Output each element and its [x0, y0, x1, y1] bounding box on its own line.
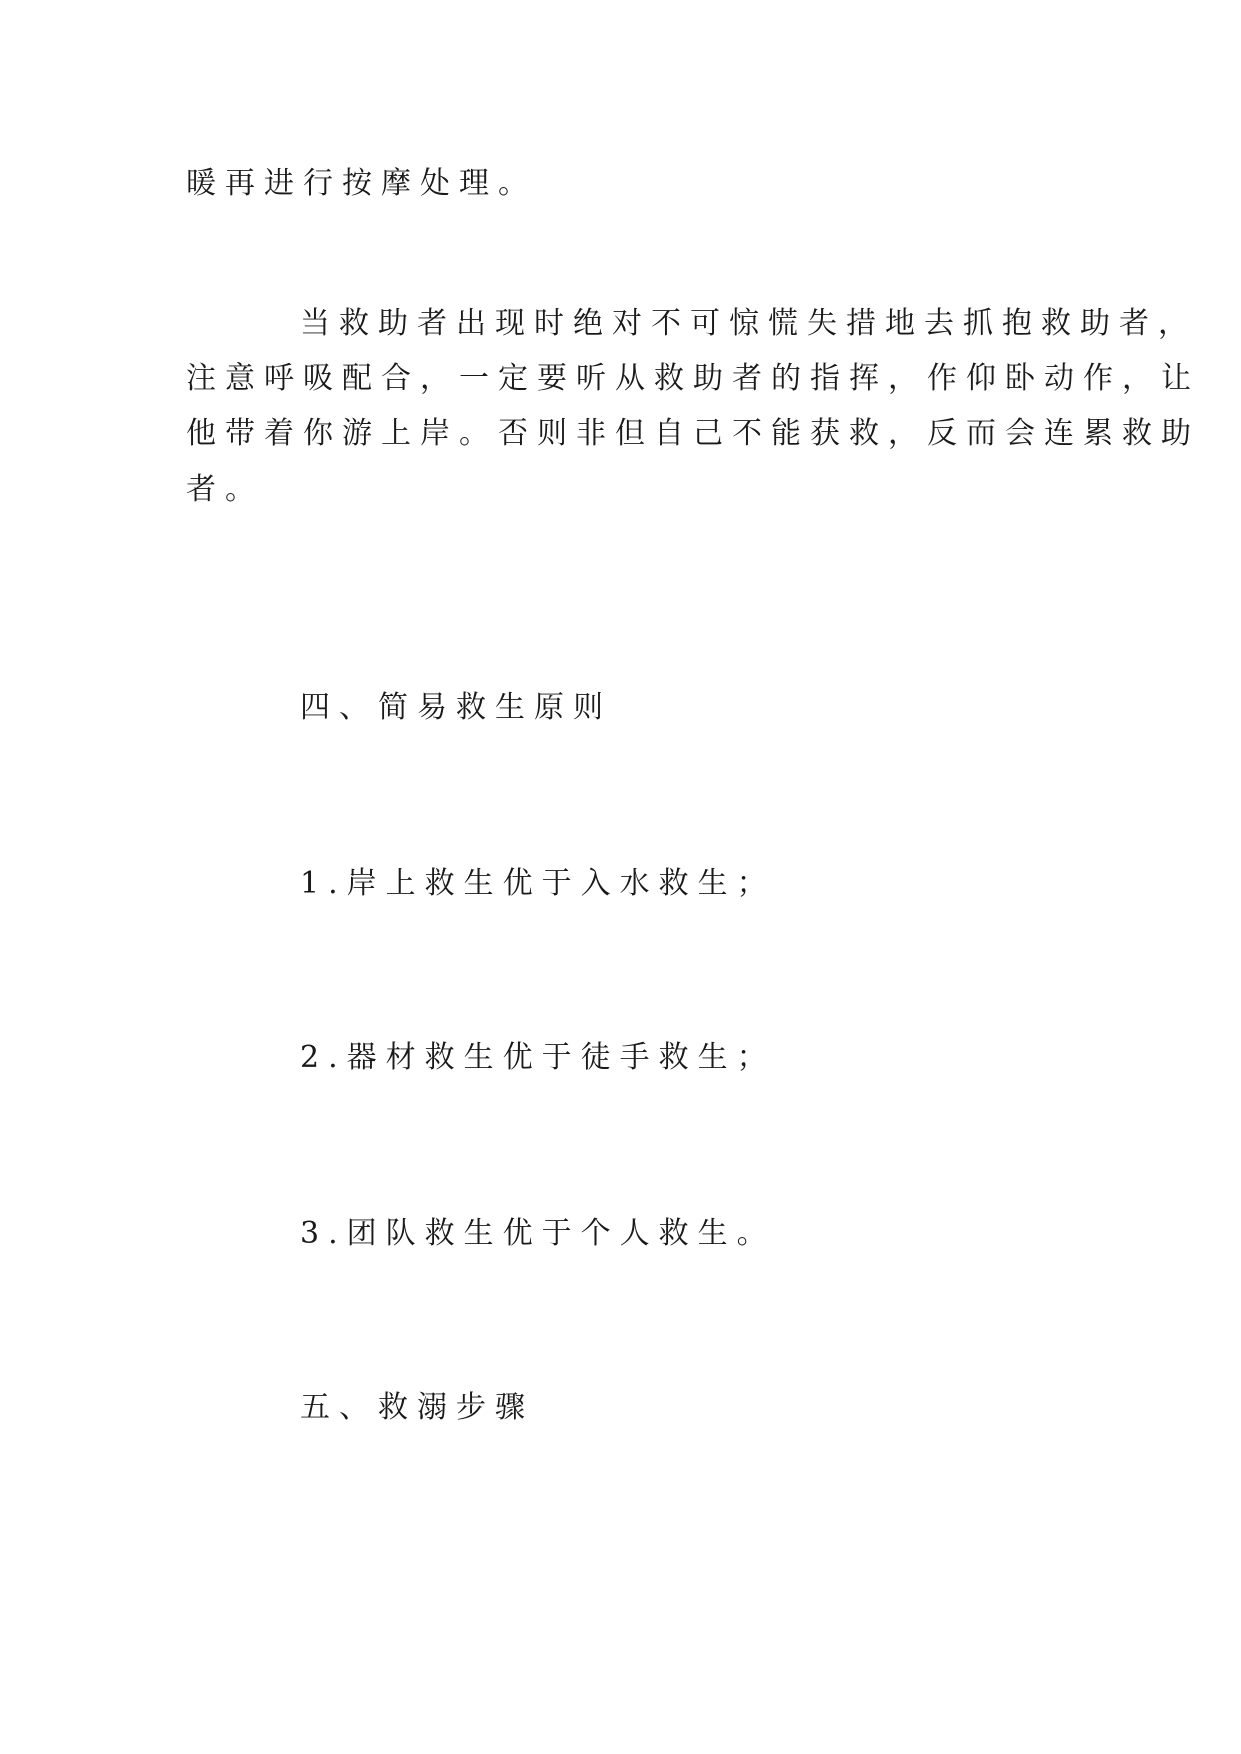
- section-five-heading: 五、救溺步骤: [300, 1390, 534, 1425]
- list-item: 1.岸上救生优于入水救生；: [300, 866, 776, 901]
- section-four-heading: 四、简易救生原则: [300, 690, 612, 725]
- paragraph-line-4: 者。: [186, 472, 264, 507]
- list-item: 2.器材救生优于徒手救生；: [300, 1040, 776, 1075]
- paragraph-line-3: 他带着你游上岸。否则非但自己不能获救，反而会连累救助: [186, 416, 1200, 451]
- continuation-line: 暖再进行按摩处理。: [186, 166, 537, 201]
- list-item: 3.团队救生优于个人救生。: [300, 1216, 776, 1251]
- paragraph-line-2: 注意呼吸配合，一定要听从救助者的指挥，作仰卧动作，让: [186, 361, 1200, 396]
- paragraph-line-1: 当救助者出现时绝对不可惊慌失措地去抓抱救助者，: [300, 306, 1197, 341]
